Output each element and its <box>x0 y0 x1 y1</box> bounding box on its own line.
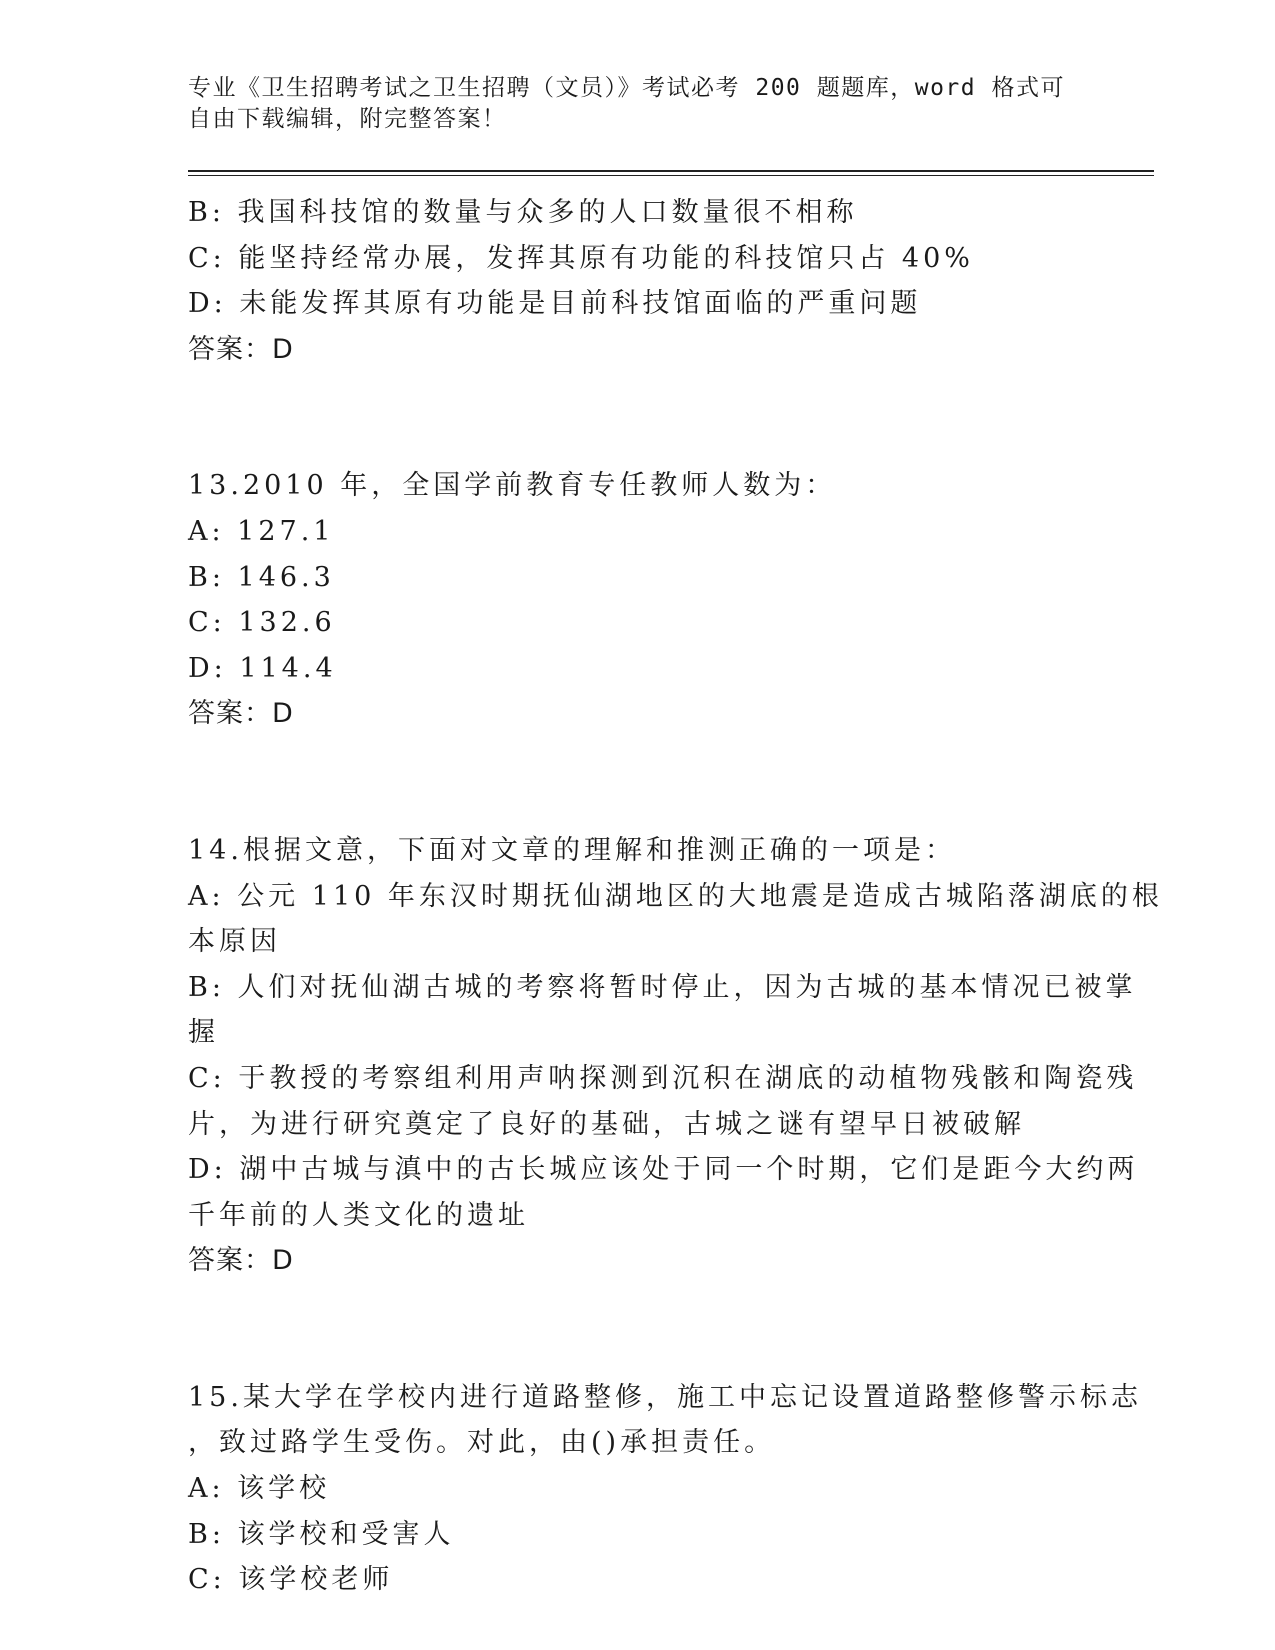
question-stem-continued: ，致过路学生受伤。对此，由()承担责任。 <box>188 1427 776 1459</box>
prev-question <box>188 190 1088 372</box>
option-c: C: 于教授的考察组利用声呐探测到沉积在湖底的动植物残骸和陶瓷残 <box>188 1062 1138 1094</box>
option-c: C: 132.6 <box>188 607 336 639</box>
spacer <box>188 372 1088 463</box>
option-a: A: 127.1 <box>188 515 335 547</box>
header-divider-bottom <box>188 175 1154 176</box>
option-b-continued: 握 <box>188 1017 219 1049</box>
header-divider-top <box>188 170 1154 172</box>
option-c: C: 该学校老师 <box>188 1564 394 1596</box>
answer-line: 答案：D <box>188 1245 294 1277</box>
answer-line: 答案：D <box>188 333 294 365</box>
option-b: B: 人们对抚仙湖古城的考察将暂时停止，因为古城的基本情况已被掌 <box>188 971 1137 1003</box>
question-14 <box>188 828 1163 1284</box>
question-list <box>188 190 1163 1603</box>
option-b: B: 该学校和受害人 <box>188 1518 455 1550</box>
question-stem: 14.根据文意，下面对文章的理解和推测正确的一项是： <box>188 834 956 866</box>
answer-line: 答案：D <box>188 698 294 730</box>
option-b: B: 146.3 <box>188 561 335 593</box>
document-header: 专业《卫生招聘考试之卫生招聘（文员）》考试必考 200 题题库，word 格式可自由下载编辑，附完整答案！ <box>188 75 1065 132</box>
option-d-continued: 千年前的人类文化的遗址 <box>188 1199 529 1231</box>
option-b: B: 我国科技馆的数量与众多的人口数量很不相称 <box>188 197 858 228</box>
question-stem: 13.2010 年，全国学前教育专任教师人数为： <box>188 470 837 502</box>
question-13 <box>188 463 1088 737</box>
option-d: D: 湖中古城与滇中的古长城应该处于同一个时期，它们是距今大约两 <box>188 1154 1139 1186</box>
spacer <box>188 1284 1088 1375</box>
option-a: A: 该学校 <box>188 1473 331 1505</box>
option-a: A: 公元 110 年东汉时期抚仙湖地区的大地震是造成古城陷落湖底的根 <box>188 880 1163 912</box>
option-d: D: 114.4 <box>188 652 337 684</box>
option-c-continued: 片，为进行研究奠定了良好的基础，古城之谜有望早日被破解 <box>188 1108 1025 1140</box>
question-stem: 15.某大学在学校内进行道路整修，施工中忘记设置道路整修警示标志 <box>188 1381 1142 1413</box>
spacer <box>188 737 1088 828</box>
option-a-continued: 本原因 <box>188 926 281 958</box>
option-c: C: 能坚持经常办展，发挥其原有功能的科技馆只占 40% <box>188 242 974 274</box>
question-15 <box>188 1375 1142 1603</box>
option-d: D: 未能发挥其原有功能是目前科技馆面临的严重问题 <box>188 288 922 320</box>
